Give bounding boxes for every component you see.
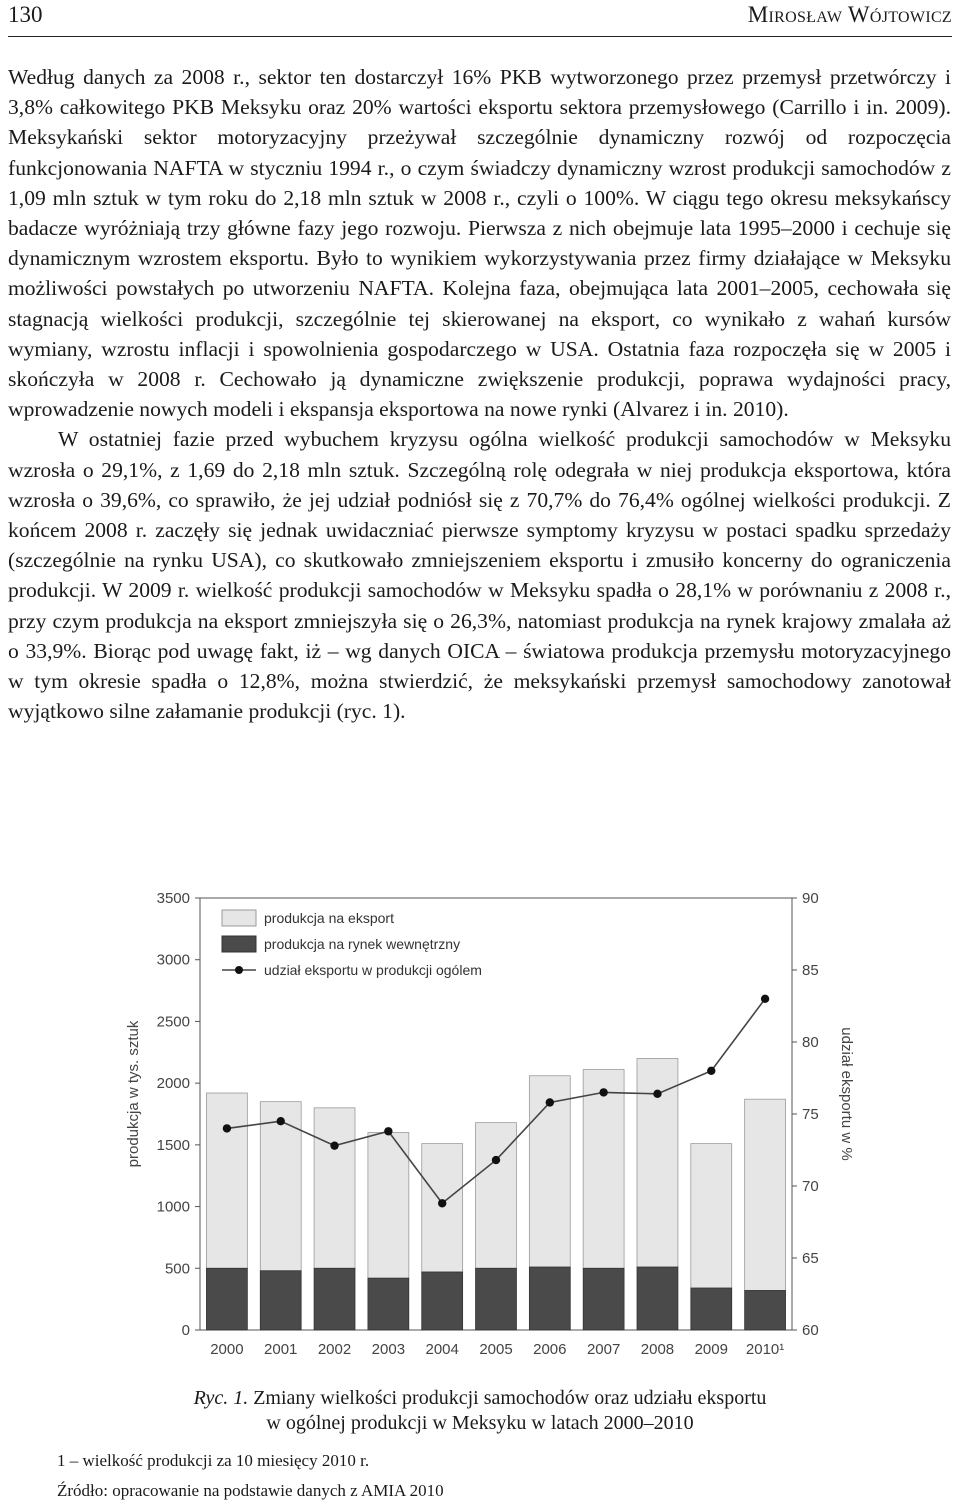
legend-swatch-export bbox=[222, 910, 256, 926]
page-header bbox=[8, 0, 952, 37]
bar-domestic bbox=[583, 1268, 624, 1330]
running-head: Mirosław Wójtowicz bbox=[747, 2, 952, 27]
share-point bbox=[546, 1098, 554, 1106]
bar-export bbox=[422, 1144, 463, 1272]
x-tick-label: 2003 bbox=[371, 1341, 406, 1358]
body-text bbox=[8, 62, 951, 726]
paragraph-2: W ostatniej fazie przed wybuchem kryzysu ogólna wielkość produkcji samochodów w Meksyku wzrosła o 29,1%, z 1,69 do 2,18 mln sztuk. Szczególną rolę odegrała w niej produkcja eksportowa, która wzrosła o 39,6%, co sprawiło, że jej udział podniósł się z 70,7% do 76,4% ogólnej wielkości produkcji. Z końcem 2008 r. zaczęły się jednak uwidaczniać pierwsze symptomy kryzysu w postaci spadku sprzedaży (szczególnie na rynku USA), co skutkowało zmniejszeniem eksportu i zmusiło koncerny do ograniczenia produkcji. W 2009 r. wielkość produkcji samochodów w Meksyku spadła o 28,1% w porównaniu z 2008 r., przy czym produkcja na eksport zmniejszyła się o 26,3%, natomiast produkcja na rynek krajowy zmalała aż o 33,9%. Biorąc pod uwagę fakt, iż – wg danych OICA – światowa produkcja przemysłu motoryzacyjnego w tym okresie spadła o 12,8%, można stwierdzić, że meksykański przemysł samochodowy zanotował wyjątkowo silne załamanie produkcji (ryc. 1). bbox=[8, 427, 951, 724]
caption-line-1: Zmiany wielkości produkcji samochodów oraz udziału eksportu bbox=[253, 1387, 767, 1409]
bar-export bbox=[314, 1108, 355, 1268]
figure-1 bbox=[120, 880, 860, 1380]
y-axis-label: produkcja w tys. sztuk bbox=[125, 1020, 142, 1168]
y-tick-label: 3000 bbox=[156, 951, 190, 969]
bar-domestic bbox=[529, 1267, 570, 1330]
y2-tick-label: 60 bbox=[802, 1322, 819, 1339]
paragraph-1: Według danych za 2008 r., sektor ten dostarczył 16% PKB wytworzonego przez przemysł przetwórczy i 3,8% całkowitego PKB Meksyku oraz 20% wartości eksportu sektora przemysłowego (Carrillo i in. 2009). Meksykański sektor motoryzacyjny przeżywał szczególnie dynamiczny rozwój od rozpoczęcia funkcjonowania NAFTA w styczniu 1994 r., o czym świadczy dynamiczny wzrost produkcji samochodów z 1,09 mln sztuk w tym roku do 2,18 mln sztuk w 2008 r., czyli o 100%. W ciągu tego okresu meksykańscy badacze wyróżniają trzy główne fazy jego rozwoju. Pierwsza z nich obejmuje lata 1995–2000 i cechuje się dynamicznym wzrostem eksportu. Było to wynikiem wykorzystywania przez firmy działające w Meksyku możliwości powstałych po utworzeniu NAFTA. Kolejna faza, obejmująca lata 2001–2005, cechowała się stagnacją wielkości produkcji, szczególnie tej skierowanej na eksport, co wynikało z wahań kursów wymiany, wzrostu inflacji i spowolnienia gospodarczego w USA. Ostatnia faza rozpoczęła się w 2005 i skończyła w 2008 r. Cechowało ją dynamiczne zwiększenie produkcji, poprawa wydajności pracy, wprowadzenie nowych modeli i ekspansja eksportowa na nowe rynki (Alvarez i in. 2010). bbox=[8, 65, 951, 422]
page-number: 130 bbox=[8, 2, 43, 27]
share-point bbox=[492, 1156, 500, 1164]
x-tick-label: 2008 bbox=[640, 1341, 675, 1358]
caption-label: Ryc. 1. bbox=[193, 1387, 249, 1409]
legend-swatch-share-point bbox=[235, 966, 243, 974]
x-tick-label: 2001 bbox=[264, 1341, 298, 1358]
bar-domestic bbox=[206, 1268, 247, 1330]
legend-label-export: produkcja na eksport bbox=[264, 910, 394, 926]
bar-export bbox=[368, 1133, 409, 1279]
y2-tick-label: 80 bbox=[802, 1034, 819, 1051]
y-tick-label: 3500 bbox=[156, 890, 190, 907]
y2-tick-label: 75 bbox=[802, 1106, 819, 1123]
y2-tick-label: 65 bbox=[802, 1250, 819, 1267]
bar-domestic bbox=[260, 1271, 301, 1330]
share-point bbox=[707, 1067, 715, 1075]
bar-domestic bbox=[745, 1291, 786, 1330]
bar-export bbox=[206, 1093, 247, 1268]
y2-tick-label: 85 bbox=[802, 962, 819, 979]
y2-axis-label: udział eksportu w % bbox=[838, 1027, 855, 1161]
x-tick-label: 2002 bbox=[317, 1341, 352, 1358]
bar-domestic bbox=[637, 1267, 678, 1330]
caption-line-2: w ogólnej produkcji w Meksyku w latach 2000–2010 bbox=[266, 1412, 694, 1434]
y-tick-label: 1000 bbox=[156, 1198, 190, 1216]
y-tick-label: 0 bbox=[181, 1322, 190, 1339]
y-tick-label: 500 bbox=[164, 1260, 190, 1278]
y-tick-label: 2500 bbox=[156, 1013, 190, 1031]
share-point bbox=[761, 995, 769, 1003]
x-tick-label: 2009 bbox=[694, 1341, 728, 1358]
share-point bbox=[277, 1117, 285, 1125]
bar-export bbox=[583, 1070, 624, 1269]
legend-label-share: udział eksportu w produkcji ogólem bbox=[264, 962, 482, 978]
share-point bbox=[330, 1141, 338, 1149]
x-tick-label: 2006 bbox=[533, 1341, 567, 1358]
x-tick-label: 2010¹ bbox=[745, 1341, 785, 1358]
figure-caption bbox=[80, 1386, 880, 1436]
share-point bbox=[599, 1088, 607, 1096]
legend-label-domestic: produkcja na rynek wewnętrzny bbox=[264, 936, 461, 952]
bar-domestic bbox=[368, 1278, 409, 1330]
y2-tick-label: 70 bbox=[802, 1178, 819, 1195]
source-note: Źródło: opracowanie na podstawie danych z AMIA 2010 bbox=[57, 1481, 444, 1500]
x-tick-label: 2005 bbox=[479, 1341, 513, 1358]
footnote: 1 – wielkość produkcji za 10 miesięcy 2010 r. bbox=[57, 1451, 370, 1470]
x-tick-label: 2004 bbox=[425, 1341, 459, 1358]
x-tick-label: 2007 bbox=[586, 1341, 621, 1358]
legend-swatch-domestic bbox=[222, 936, 256, 952]
bar-export bbox=[745, 1099, 786, 1290]
bar-domestic bbox=[476, 1268, 517, 1330]
bar-domestic bbox=[422, 1272, 463, 1330]
bar-domestic bbox=[314, 1268, 355, 1330]
production-chart bbox=[120, 880, 860, 1380]
y-tick-label: 2000 bbox=[156, 1075, 190, 1093]
share-point bbox=[223, 1124, 231, 1132]
bar-export bbox=[691, 1144, 732, 1288]
y-tick-label: 1500 bbox=[156, 1136, 190, 1154]
share-point bbox=[653, 1090, 661, 1098]
share-point bbox=[384, 1127, 392, 1135]
share-point bbox=[438, 1199, 446, 1207]
x-tick-label: 2000 bbox=[210, 1341, 244, 1358]
y2-tick-label: 90 bbox=[802, 890, 819, 907]
bar-domestic bbox=[691, 1288, 732, 1330]
